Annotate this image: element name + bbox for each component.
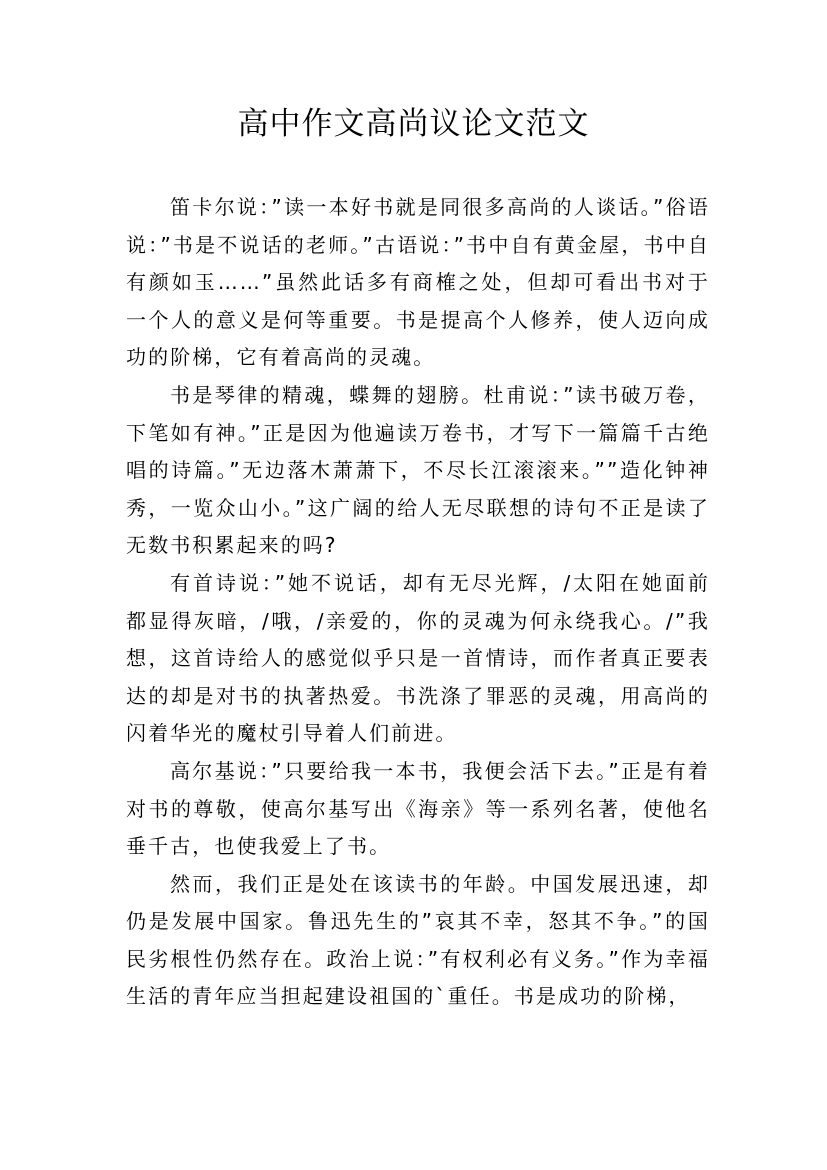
- document-body: [126, 189, 710, 1016]
- paragraph-2: 书是琴律的精魂，蝶舞的翅膀。杜甫说：”读书破万卷，下笔如有神。”正是因为他遍读万卷书，才写下一篇篇千古绝唱的诗篇。”无边落木萧萧下，不尽长江滚滚来。””造化钟神秀，一览众山小。”这广阔的给人无尽联想的诗句不正是读了无数书积累起来的吗?: [126, 382, 710, 558]
- paragraph-1: 笛卡尔说：”读一本好书就是同很多高尚的人谈话。”俗语说：”书是不说话的老师。”古语说：”书中自有黄金屋，书中自有颜如玉……”虽然此话多有商榷之处，但却可看出书对于一个人的意义是何等重要。书是提高个人修养，使人迈向成功的阶梯，它有着高尚的灵魂。: [126, 195, 710, 370]
- paragraph-5: 然而，我们正是处在该读书的年龄。中国发展迅速，却仍是发展中国家。鲁迅先生的”哀其不幸，怒其不争。”的国民劣根性仍然存在。政治上说：”有权利必有义务。”作为幸福生活的青年应当担起建设祖国的`重任。书是成功的阶梯，: [126, 871, 710, 1009]
- paragraph-4: 高尔基说：”只要给我一本书，我便会活下去。”正是有着对书的尊敬，使高尔基写出《海亲》等一系列名著，使他名垂千古，也使我爱上了书。: [126, 758, 710, 859]
- document-title: 高中作文高尚议论文范文: [237, 106, 590, 142]
- paragraph-3: 有首诗说：”她不说话，却有无尽光辉，/太阳在她面前都显得灰暗，/哦，/亲爱的，你的灵魂为何永绕我心。/”我想，这首诗给人的感觉似乎只是一首情诗，而作者真正要表达的却是对书的执著热爱。书洗涤了罪恶的灵魂，用高尚的闪着华光的魔杖引导着人们前进。: [126, 570, 710, 746]
